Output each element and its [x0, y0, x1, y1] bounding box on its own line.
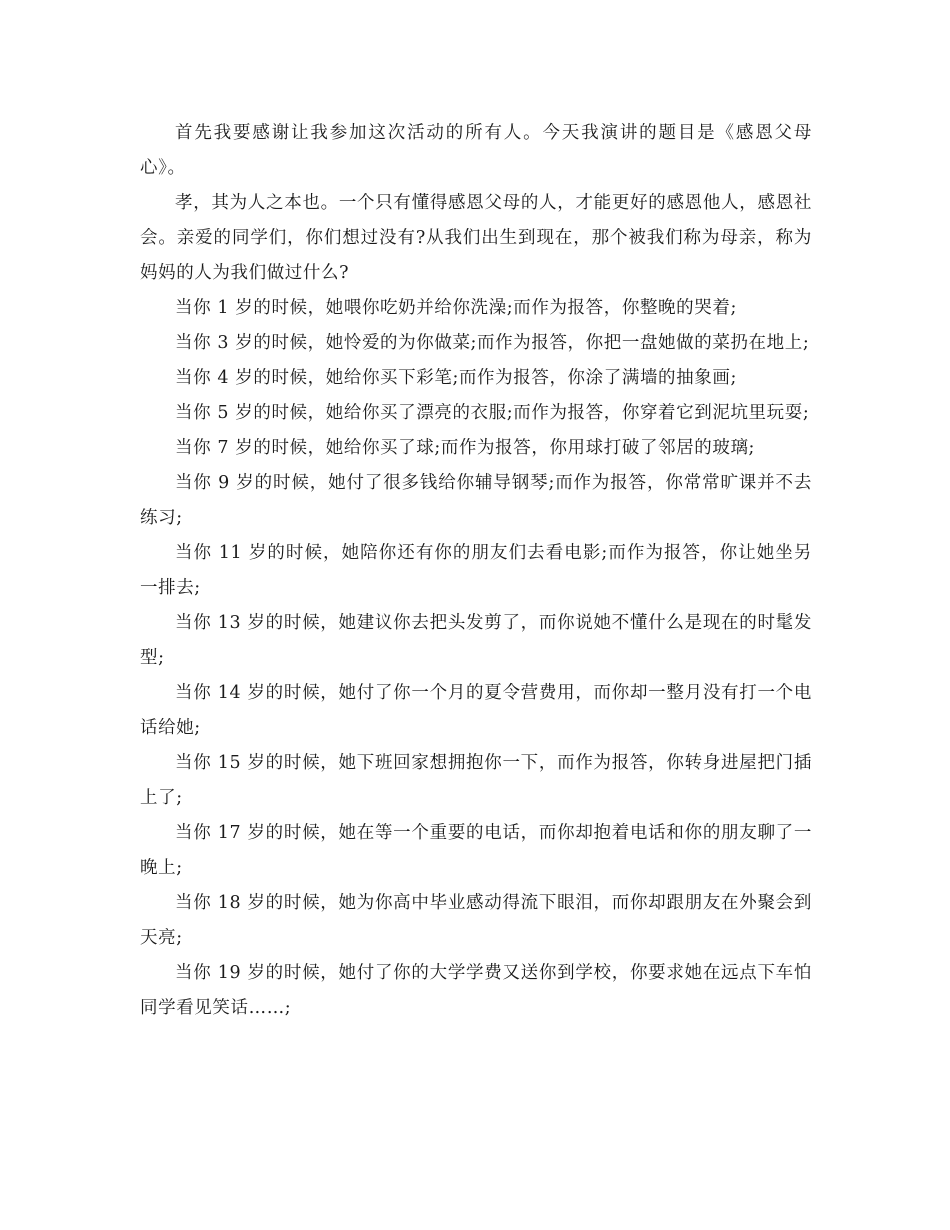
paragraph-age-13: 当你 13 岁的时候，她建议你去把头发剪了，而你说她不懂什么是现在的时髦发型; — [140, 613, 812, 668]
paragraph-age-3: 当你 3 岁的时候，她怜爱的为你做菜;而作为报答，你把一盘她做的菜扔在地上; — [175, 333, 810, 353]
paragraph-age-9: 当你 9 岁的时候，她付了很多钱给你辅导钢琴;而作为报答，你常常旷课并不去练习; — [140, 473, 812, 528]
paragraph-filial-piety: 孝，其为人之本也。一个只有懂得感恩父母的人，才能更好的感恩他人，感恩社会。亲爱的同学们，你们想过没有?从我们出生到现在，那个被我们称为母亲，称为妈妈的人为我们做过什么? — [140, 193, 812, 283]
paragraph-age-15: 当你 15 岁的时候，她下班回家想拥抱你一下，而作为报答，你转身进屋把门插上了; — [140, 753, 812, 808]
paragraph-age-4: 当你 4 岁的时候，她给你买下彩笔;而作为报答，你涂了满墙的抽象画; — [175, 368, 737, 388]
document-body — [140, 116, 812, 1026]
paragraph-age-18: 当你 18 岁的时候，她为你高中毕业感动得流下眼泪，而你却跟朋友在外聚会到天亮; — [140, 893, 812, 948]
paragraph-age-14: 当你 14 岁的时候，她付了你一个月的夏令营费用，而你却一整月没有打一个电话给她; — [140, 683, 812, 738]
paragraph-intro: 首先我要感谢让我参加这次活动的所有人。今天我演讲的题目是《感恩父母心》。 — [140, 123, 812, 178]
paragraph-age-17: 当你 17 岁的时候，她在等一个重要的电话，而你却抱着电话和你的朋友聊了一晚上; — [140, 823, 812, 878]
paragraph-age-5: 当你 5 岁的时候，她给你买了漂亮的衣服;而作为报答，你穿着它到泥坑里玩耍; — [175, 403, 810, 423]
paragraph-age-19: 当你 19 岁的时候，她付了你的大学学费又送你到学校，你要求她在远点下车怕同学看见笑话……; — [140, 963, 812, 1018]
paragraph-age-7: 当你 7 岁的时候，她给你买了球;而作为报答，你用球打破了邻居的玻璃; — [175, 438, 756, 458]
paragraph-age-11: 当你 11 岁的时候，她陪你还有你的朋友们去看电影;而作为报答，你让她坐另一排去; — [140, 543, 812, 598]
paragraph-age-1: 当你 1 岁的时候，她喂你吃奶并给你洗澡;而作为报答，你整晚的哭着; — [175, 298, 737, 318]
